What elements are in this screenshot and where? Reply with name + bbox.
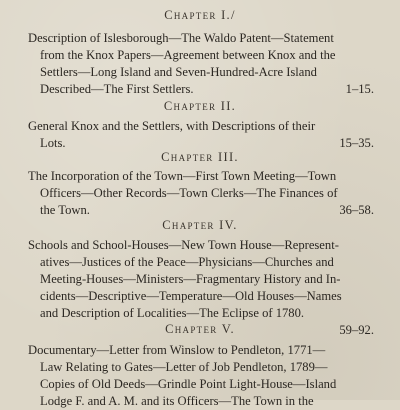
description-line	[28, 202, 374, 219]
description-line: The Incorporation of the Town—First Town Meeting—Town	[28, 169, 337, 183]
description-line: cidents—Descriptive—Temperature—Old Houses—Names	[40, 289, 342, 303]
page-range: 15–35.	[339, 136, 374, 150]
chapter-description	[28, 30, 374, 98]
description-line: from the Knox Papers—Agreement between Knox and the	[40, 48, 336, 62]
chapter-description	[28, 168, 374, 219]
description-line: Settlers—Long Island and Seven-Hundred-Acre Island	[40, 65, 317, 79]
description-line: Copies of Old Deeds—Grindle Point Light-House—Island	[40, 377, 337, 391]
description-line	[28, 81, 374, 98]
description-line: atives—Justices of the Peace—Physicians—Churches and	[40, 255, 334, 269]
description-line-text: Described—The First Settlers.	[40, 82, 194, 96]
description-line: Officers—Other Records—Town Clerks—The Finances of	[40, 186, 338, 200]
chapter-heading: Chapter III.	[161, 150, 239, 164]
chapter-description	[28, 118, 374, 152]
page-range: 59–92.	[339, 323, 374, 337]
chapter-heading: Chapter IV.	[162, 218, 238, 232]
description-line: Description of Islesborough—The Waldo Patent—Statement	[28, 31, 334, 45]
description-line: Law Relating to Gates—Letter of Job Pendleton, 1789—	[40, 360, 328, 374]
description-line: Documentary—Letter from Winslow to Pendleton, 1771—	[28, 343, 326, 357]
description-line: General Knox and the Settlers, with Descriptions of their	[28, 119, 316, 133]
chapter-heading: Chapter V.	[165, 322, 235, 336]
description-line: Schools and School-Houses—New Town House—Represent-	[28, 238, 339, 252]
chapter-heading: Chapter II.	[163, 99, 237, 113]
description-line-text: Lots.	[40, 136, 66, 150]
description-line: Meeting-Houses—Ministers—Fragmentary History and In-	[40, 272, 341, 286]
page-range: 1–15.	[345, 82, 374, 96]
description-line: Lodge F. and A. M. and its Officers—The Town in the	[40, 394, 314, 408]
description-line-text: the Town.	[40, 203, 90, 217]
chapter-heading: Chapter I./	[164, 8, 236, 22]
description-line: and Description of Localities—The Eclipse of 1780.	[40, 306, 305, 320]
page-range: 36–58.	[339, 203, 374, 217]
